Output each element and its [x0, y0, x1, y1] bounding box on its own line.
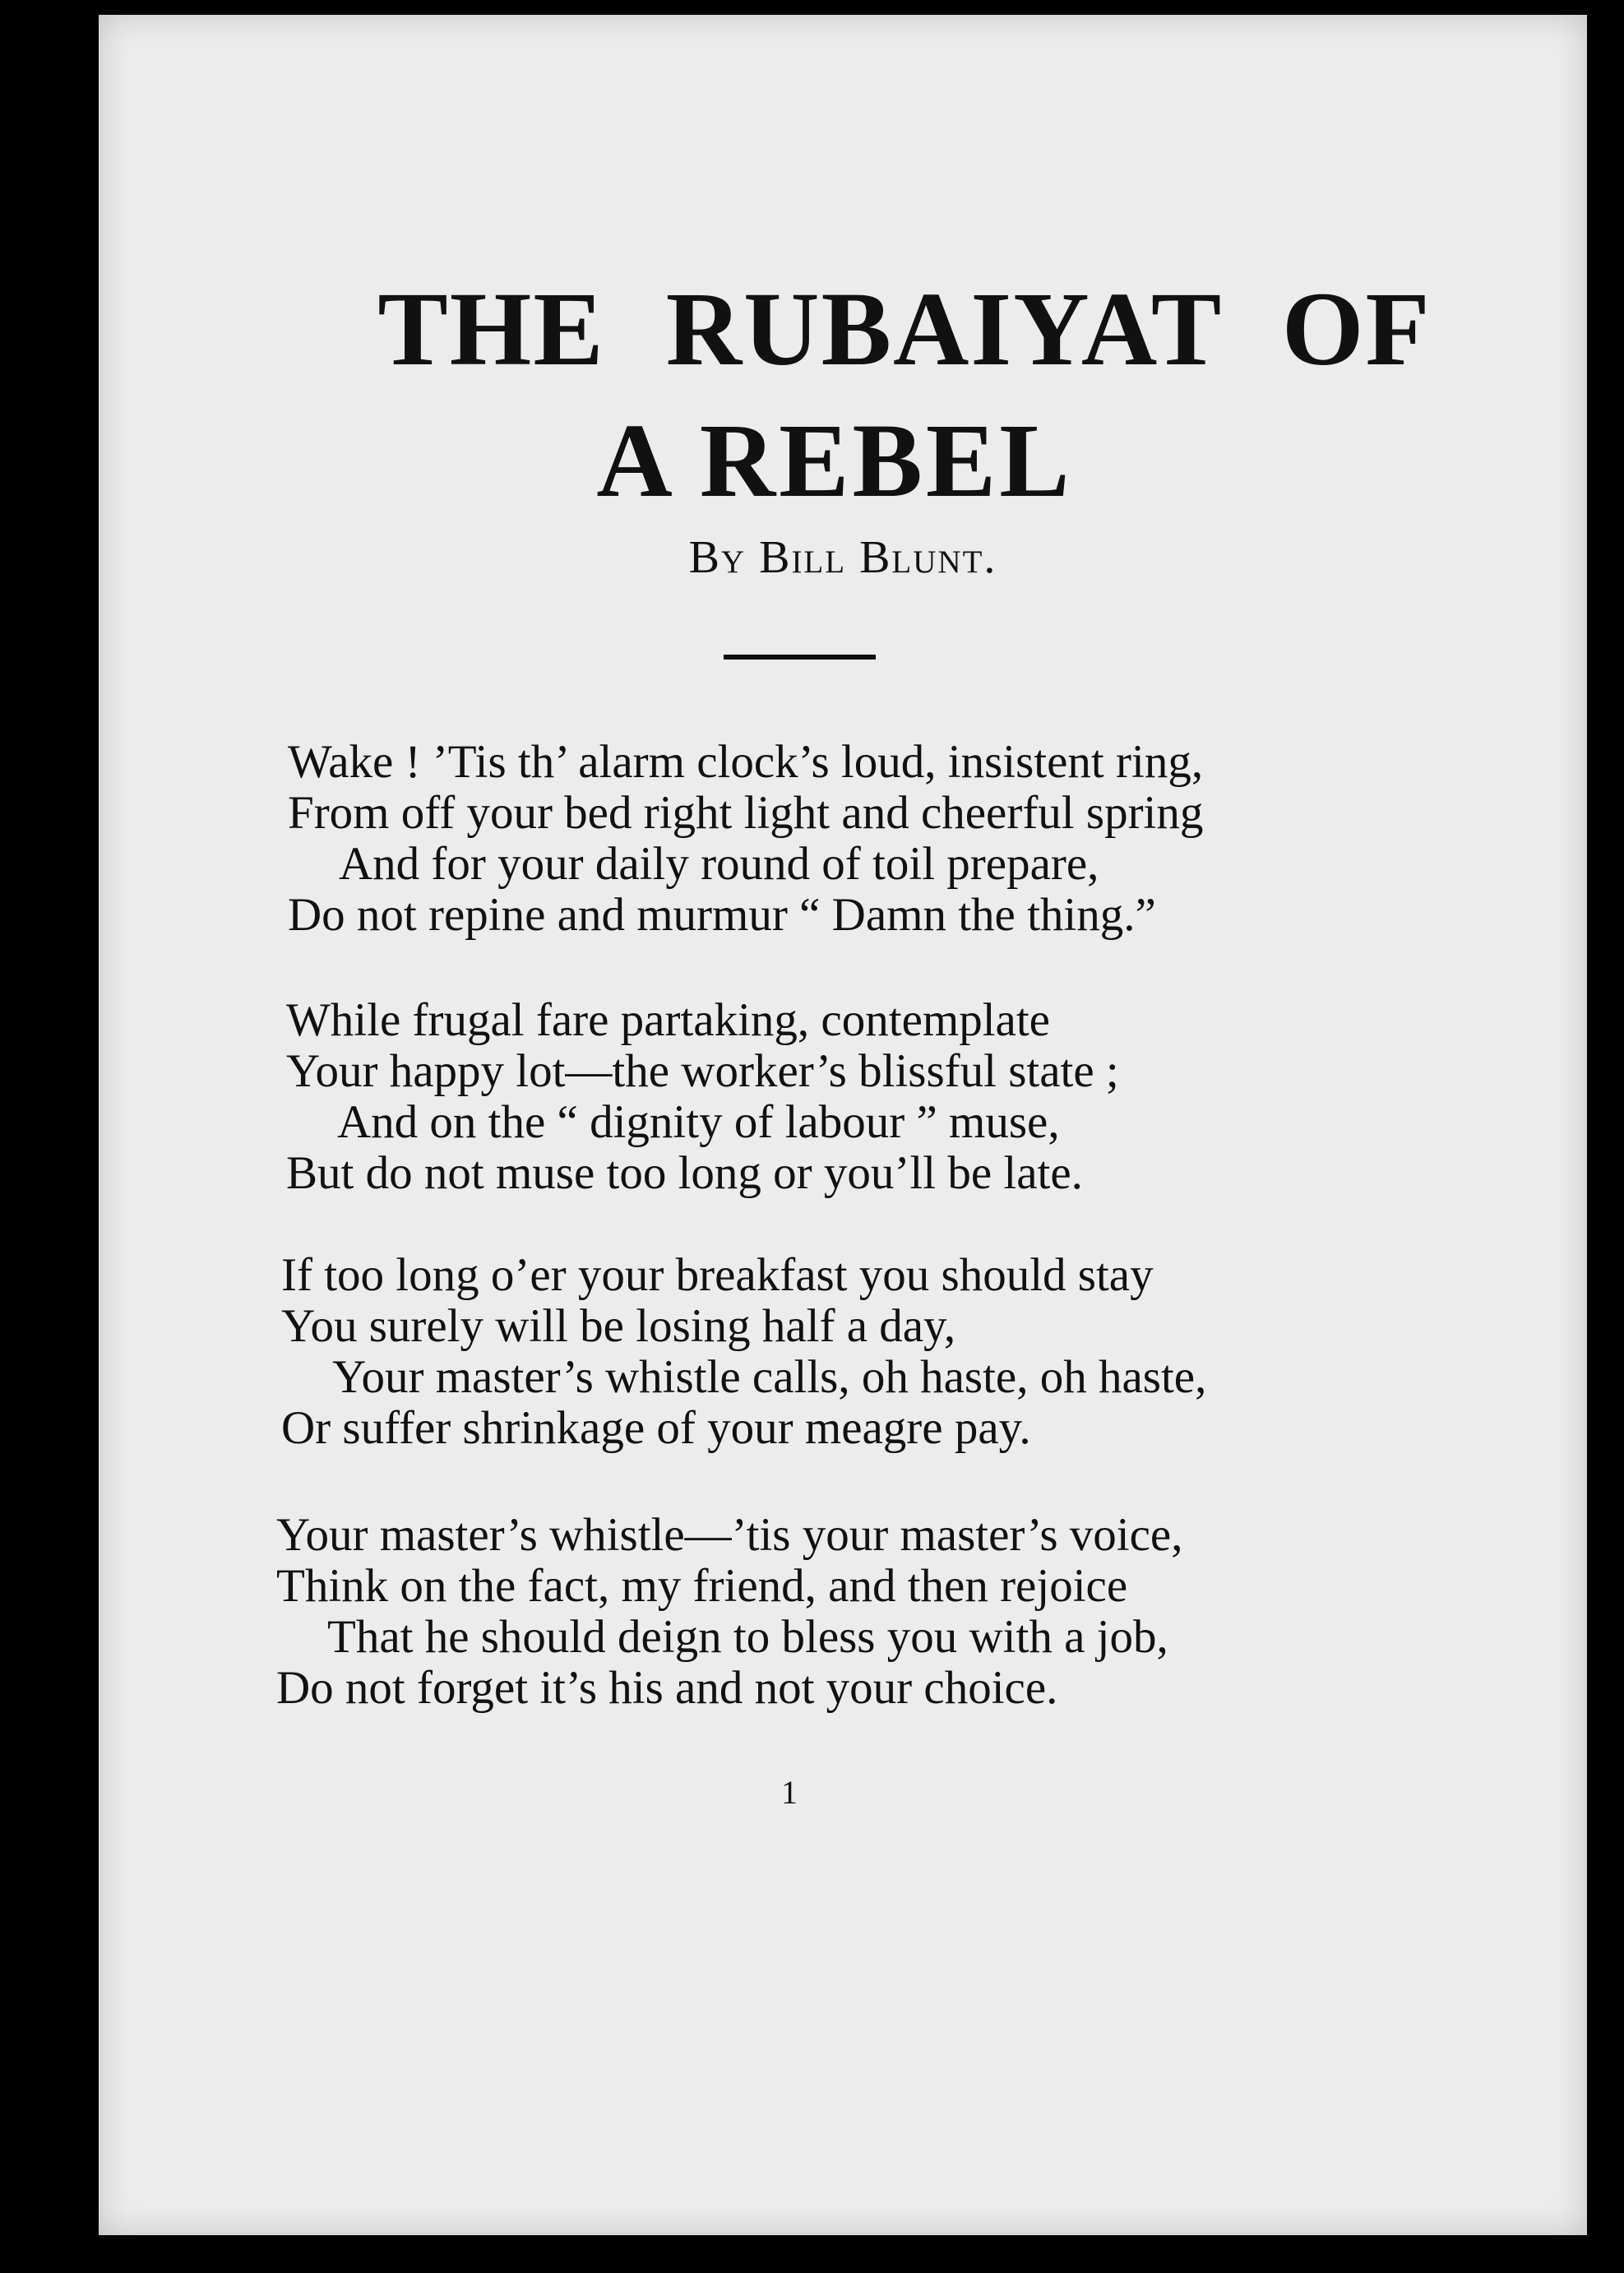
stanza-1 — [288, 737, 1203, 941]
verse-line: Do not repine and murmur “ Damn the thing.” — [288, 889, 1156, 941]
stanza-2 — [286, 995, 1119, 1199]
verse-line: Wake ! ’Tis th’ alarm clock’s loud, insistent ring, — [288, 736, 1204, 788]
poem-title-line-1: THE RUBAIYAT OF — [377, 271, 1432, 387]
verse-line: You surely will be losing half a day, — [281, 1300, 956, 1352]
verse-line: Do not forget it’s his and not your choice. — [276, 1662, 1058, 1714]
verse-line: And for your daily round of toil prepare, — [339, 838, 1099, 890]
poem-title-line-2: A REBEL — [596, 402, 1073, 519]
verse-line: Or suffer shrinkage of your meagre pay. — [281, 1402, 1031, 1454]
verse-line: Your master’s whistle calls, oh haste, oh haste, — [332, 1351, 1207, 1403]
verse-line: From off your bed right light and cheerful spring — [288, 787, 1204, 839]
stanza-4 — [276, 1510, 1182, 1714]
title-divider — [724, 655, 876, 660]
verse-line: Your master’s whistle—’tis your master’s voice, — [276, 1509, 1183, 1561]
page-number: 1 — [781, 1774, 798, 1811]
verse-line: If too long o’er your breakfast you should stay — [281, 1249, 1154, 1301]
verse-line: Your happy lot—the worker’s blissful state ; — [286, 1045, 1119, 1097]
document-page — [99, 15, 1587, 2235]
author-byline: By Bill Blunt. — [688, 532, 997, 583]
verse-line: Think on the fact, my friend, and then rejoice — [276, 1560, 1128, 1612]
stanza-3 — [281, 1250, 1206, 1454]
verse-line: That he should deign to bless you with a job, — [327, 1611, 1168, 1663]
verse-line: And on the “ dignity of labour ” muse, — [337, 1096, 1060, 1148]
verse-line: While frugal fare partaking, contemplate — [286, 994, 1050, 1046]
verse-line: But do not muse too long or you’ll be late. — [286, 1147, 1083, 1199]
